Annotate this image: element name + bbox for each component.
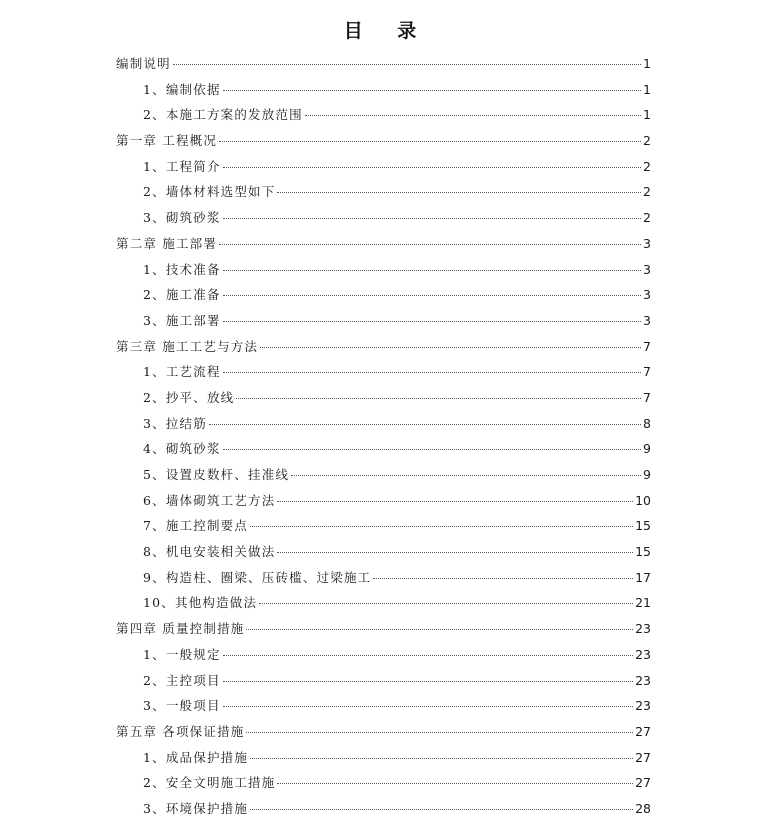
dot-leader (219, 244, 641, 245)
toc-entry-label: 3、一般项目 (143, 698, 221, 714)
toc-page-number: 3 (643, 287, 651, 303)
toc-entry-label: 9、构造柱、圈梁、压砖槛、过梁施工 (143, 569, 372, 585)
toc-page-number: 9 (643, 441, 651, 457)
dot-leader (259, 603, 633, 604)
toc-page-number: 23 (635, 698, 651, 714)
dot-leader (223, 218, 641, 219)
dot-leader (277, 783, 633, 784)
dot-leader (223, 295, 641, 296)
toc-chapter-entry[interactable] (116, 51, 651, 77)
toc-entry-label: 3、施工部署 (143, 312, 221, 328)
toc-page-number: 9 (643, 467, 651, 482)
toc-entry-label: 2、施工准备 (143, 287, 221, 303)
toc-page-number: 7 (643, 364, 651, 380)
toc-chapter-entry[interactable] (116, 334, 651, 360)
toc-page-number: 27 (635, 749, 651, 765)
toc-entry-label: 第五章 各项保证措施 (116, 723, 245, 739)
dot-leader (250, 809, 633, 810)
toc-section-entry[interactable] (116, 565, 651, 591)
toc-entry-label: 第四章 质量控制措施 (116, 621, 245, 637)
toc-page-number: 23 (635, 646, 651, 662)
toc-page-number: 15 (635, 518, 651, 534)
toc-page-number: 1 (643, 107, 651, 123)
toc-section-entry[interactable] (116, 590, 651, 616)
toc-page-number: 3 (643, 261, 651, 277)
dot-leader (223, 706, 633, 707)
dot-leader (246, 732, 633, 733)
dot-leader (209, 424, 641, 425)
toc-section-entry[interactable] (116, 385, 651, 411)
dot-leader (223, 372, 641, 373)
toc-section-entry[interactable] (116, 282, 651, 308)
dot-leader (223, 321, 641, 322)
toc-section-entry[interactable] (116, 179, 651, 205)
toc-chapter-entry[interactable] (116, 719, 651, 745)
dot-leader (250, 526, 633, 527)
toc-section-entry[interactable] (116, 102, 651, 128)
dot-leader (173, 64, 641, 65)
toc-entry-label: 6、墙体砌筑工艺方法 (143, 492, 276, 508)
toc-page-number: 7 (643, 389, 651, 405)
table-of-contents (116, 51, 651, 822)
toc-section-entry[interactable] (116, 539, 651, 565)
dot-leader (277, 192, 641, 193)
dot-leader (223, 167, 641, 168)
toc-section-entry[interactable] (116, 257, 651, 283)
toc-entry-label: 3、拉结筋 (143, 415, 207, 431)
toc-page-number: 3 (643, 235, 651, 251)
toc-page-number: 23 (635, 621, 651, 637)
toc-entry-label: 10、其他构造做法 (143, 595, 258, 611)
toc-page-number: 7 (643, 338, 651, 354)
toc-entry-label: 1、工程简介 (143, 158, 221, 174)
page-title: 目 录 (343, 20, 431, 42)
toc-entry-label: 7、施工控制要点 (143, 518, 249, 534)
toc-entry-label: 第一章 工程概况 (116, 133, 218, 149)
toc-section-entry[interactable] (116, 462, 651, 488)
dot-leader (246, 629, 633, 630)
toc-section-entry[interactable] (116, 488, 651, 514)
toc-entry-label: 2、抄平、放线 (143, 389, 235, 405)
toc-entry-label: 2、本施工方案的发放范围 (143, 107, 303, 123)
toc-page-number: 27 (635, 775, 651, 791)
toc-page-number: 23 (635, 672, 651, 688)
dot-leader (223, 90, 641, 91)
toc-entry-label: 2、墙体材料选型如下 (143, 184, 276, 200)
dot-leader (373, 578, 633, 579)
toc-entry-label: 1、技术准备 (143, 261, 221, 277)
toc-page-number: 10 (635, 492, 651, 508)
dot-leader (219, 141, 641, 142)
toc-section-entry[interactable] (116, 693, 651, 719)
toc-entry-label: 2、主控项目 (143, 672, 221, 688)
toc-entry-label: 2、安全文明施工措施 (143, 775, 276, 791)
toc-section-entry[interactable] (116, 796, 651, 822)
toc-entry-label: 第二章 施工部署 (116, 235, 218, 251)
dot-leader (277, 552, 633, 553)
toc-page-number: 15 (635, 544, 651, 560)
toc-entry-label: 1、编制依据 (143, 81, 221, 97)
toc-chapter-entry[interactable] (116, 616, 651, 642)
toc-page-number: 17 (635, 569, 651, 585)
toc-page-number: 2 (643, 158, 651, 174)
toc-section-entry[interactable] (116, 436, 651, 462)
toc-entry-label: 4、砌筑砂浆 (143, 441, 221, 457)
toc-section-entry[interactable] (116, 205, 651, 231)
toc-entry-label: 第三章 施工工艺与方法 (116, 338, 259, 354)
dot-leader (223, 681, 633, 682)
toc-entry-label: 3、环境保护措施 (143, 800, 249, 816)
dot-leader (277, 501, 633, 502)
toc-chapter-entry[interactable] (116, 231, 651, 257)
toc-section-entry[interactable] (116, 513, 651, 539)
dot-leader (236, 398, 641, 399)
toc-page-number: 2 (643, 133, 651, 149)
toc-section-entry[interactable] (116, 359, 651, 385)
toc-page-number: 21 (635, 595, 651, 611)
dot-leader (250, 758, 633, 759)
toc-chapter-entry[interactable] (116, 128, 651, 154)
toc-entry-label: 1、成品保护措施 (143, 749, 249, 765)
toc-entry-label: 8、机电安装相关做法 (143, 544, 276, 560)
toc-page-number: 2 (643, 184, 651, 200)
toc-entry-label: 编制说明 (116, 56, 171, 71)
dot-leader (223, 655, 633, 656)
toc-section-entry[interactable] (116, 411, 651, 437)
toc-page-number: 28 (635, 800, 651, 816)
toc-page-number: 1 (643, 81, 651, 97)
toc-entry-label: 3、砌筑砂浆 (143, 210, 221, 226)
toc-page-number: 8 (643, 415, 651, 431)
dot-leader (305, 115, 641, 116)
toc-entry-label: 5、设置皮数杆、挂准线 (143, 467, 290, 482)
toc-entry-label: 1、一般规定 (143, 646, 221, 662)
toc-section-entry[interactable] (116, 642, 651, 668)
toc-section-entry[interactable] (116, 77, 651, 103)
dot-leader (291, 475, 641, 476)
dot-leader (260, 347, 641, 348)
toc-entry-label: 1、工艺流程 (143, 364, 221, 380)
toc-page-number: 2 (643, 210, 651, 226)
toc-page-number: 3 (643, 312, 651, 328)
toc-section-entry[interactable] (116, 154, 651, 180)
toc-page-number: 1 (643, 56, 651, 71)
toc-page-number: 27 (635, 723, 651, 739)
toc-section-entry[interactable] (116, 308, 651, 334)
toc-section-entry[interactable] (116, 770, 651, 796)
dot-leader (223, 449, 641, 450)
dot-leader (223, 270, 641, 271)
toc-section-entry[interactable] (116, 745, 651, 771)
toc-section-entry[interactable] (116, 668, 651, 694)
